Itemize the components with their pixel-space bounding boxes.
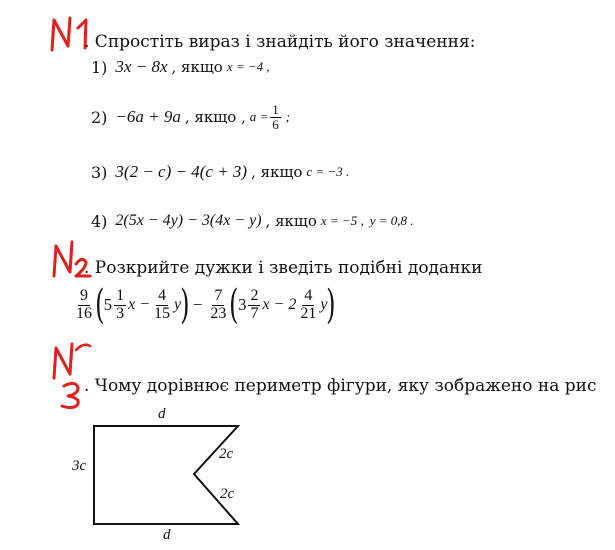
fraction <box>208 288 228 323</box>
fraction-denominator: 15 <box>154 304 171 322</box>
term-text: y <box>320 296 328 313</box>
condition-word: , якщо , <box>184 108 246 126</box>
open-parenthesis: ( <box>95 282 105 328</box>
task2-title: . Розкрийте дужки і зведіть подібні доданки <box>84 258 483 278</box>
expression: 3x − 8x <box>115 57 168 76</box>
minus-sign: − <box>192 295 203 314</box>
fraction <box>74 288 94 323</box>
fraction <box>270 103 281 131</box>
label-lower-diagonal: 2c <box>220 486 235 502</box>
fraction <box>114 288 126 323</box>
whole-part: 5 <box>103 295 113 314</box>
term-text: x − 2 <box>262 296 297 313</box>
fraction <box>152 288 172 323</box>
variable-value: x = −4 , <box>226 59 270 74</box>
fraction <box>298 288 318 323</box>
task1-item-1 <box>91 55 270 79</box>
fraction-numerator: 1 <box>116 286 125 304</box>
variable-value-2: y = 0,8 . <box>369 213 414 228</box>
task1-item-2 <box>91 99 290 135</box>
whole-part: 3 <box>237 295 247 314</box>
label-bottom-side: d <box>163 527 171 543</box>
fraction <box>248 288 260 323</box>
figure-outline <box>94 426 238 524</box>
variable-name: a = <box>249 109 269 124</box>
expression: 3(2 − c) − 4(c + 3) <box>115 162 248 181</box>
close-parenthesis: ) <box>180 282 190 328</box>
item-number: 2) <box>91 107 108 127</box>
condition-word: , якщо <box>171 58 223 76</box>
fraction-denominator: 16 <box>76 304 92 322</box>
task2-expression <box>72 282 335 328</box>
fraction-denominator: 6 <box>272 116 279 132</box>
perimeter-figure <box>60 400 320 550</box>
fraction-denominator: 3 <box>116 304 125 322</box>
fraction-numerator: 9 <box>80 286 88 304</box>
item-number: 1) <box>91 57 108 77</box>
variable-value: x = −5 , <box>320 213 364 228</box>
fraction-numerator: 4 <box>158 286 167 304</box>
condition-word: , якщо <box>251 163 303 181</box>
item-end: ; <box>285 109 291 124</box>
task3-title: . Чому дорівнює периметр фігури, яку зображено на рис <box>84 376 597 396</box>
close-parenthesis: ) <box>326 282 336 328</box>
open-parenthesis: ( <box>229 282 239 328</box>
variable-value: c = −3 . <box>306 164 350 179</box>
fraction-denominator: 21 <box>300 304 317 322</box>
condition-word: , якщо <box>265 212 317 230</box>
task1-item-4 <box>91 209 414 233</box>
label-upper-diagonal: 2c <box>219 446 234 462</box>
label-top-side: d <box>158 406 166 422</box>
fraction-numerator: 7 <box>214 286 223 304</box>
fraction-denominator: 23 <box>210 304 227 322</box>
fraction-numerator: 2 <box>250 286 259 304</box>
task1-item-3 <box>91 160 349 184</box>
task1-title: . Спростіть вираз і знайдіть його значення: <box>84 32 476 52</box>
label-left-side: 3c <box>72 458 87 474</box>
item-number: 3) <box>91 162 108 182</box>
item-number: 4) <box>91 211 108 231</box>
expression: 2(5x − 4y) − 3(4x − y) <box>115 212 262 229</box>
fraction-numerator: 4 <box>304 286 313 304</box>
term-text: y <box>174 296 182 313</box>
expression: −6a + 9a <box>115 107 181 126</box>
term-text: x − <box>128 296 151 313</box>
fraction-denominator: 7 <box>250 304 259 322</box>
fraction-numerator: 1 <box>272 101 279 117</box>
